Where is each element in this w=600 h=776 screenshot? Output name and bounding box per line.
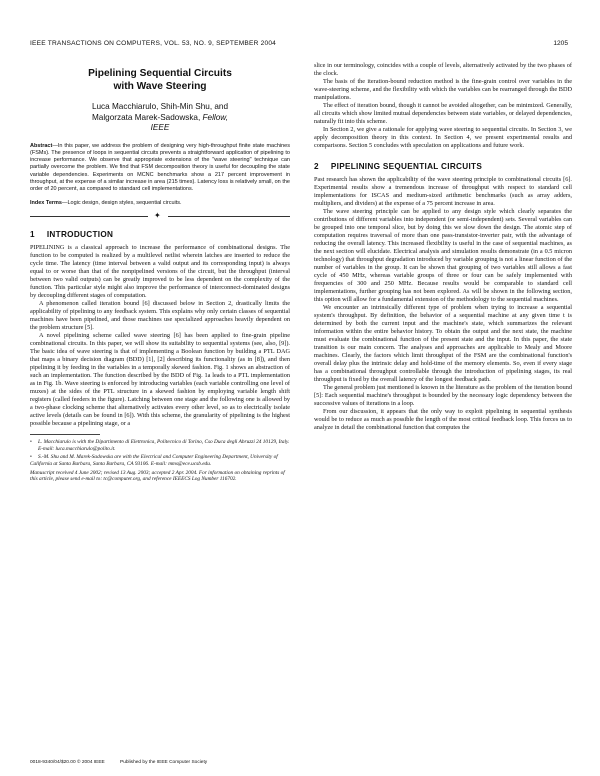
footnote-1-email: E-mail: luca.macchiarulo@polito.it. — [38, 445, 116, 452]
title-line-1: Pipelining Sequential Circuits — [88, 68, 232, 79]
page-number: 1205 — [553, 40, 568, 47]
footnote-1 — [30, 439, 290, 452]
abstract — [30, 143, 290, 194]
manuscript-note: Manuscript received 4 June 2002; revised 13 Aug. 2003; accepted 2 Apr. 2004. For information on obtaining reprints of this article, please send e-mail to: tc@computer.org, and reference IEEECS Log Number 116702. — [30, 469, 285, 483]
footnote-rule — [30, 434, 100, 435]
running-header: IEEE TRANSACTIONS ON COMPUTERS, VOL. 53, NO. 9, SEPTEMBER 2004 — [30, 40, 277, 47]
copyright-line: 0018-9340/04/$20.00 © 2004 IEEE — [30, 760, 105, 765]
publisher-line: Published by the IEEE Computer Society — [120, 760, 208, 765]
right-paragraph-2: The basis of the iteration-bound reduction method is the fine-grain control over variables in the wave-steering scheme, and the flexibility with which the variables can be rearranged through the BDD manipulations. — [314, 78, 572, 101]
footnote-bullet-icon: • — [30, 438, 32, 445]
authors-line-1: Luca Macchiarulo, Shih-Min Shu, and — [91, 102, 229, 111]
authors-line-3 — [30, 123, 290, 134]
intro-p1-text: is a classical approach to increase the performance of combinational designs. The function to be computed is realized by a multilevel netlist wherein latches are inserted to reduce the cycle time. The latency (time interval between a valid output and its corresponding input) is always equal to or worse than that of the nonpipelined versions of the circuit, but the throughput (interval between two valid outputs) can be greatly improved to be less dependent on the complexity of the function. This particular style might also improve the performance of interconnect-dominated designs by decoupling different stages of computation. — [30, 243, 290, 299]
abstract-label: Abstract — [30, 142, 53, 149]
right-column — [314, 62, 572, 432]
index-terms-label: Index Terms — [30, 199, 62, 206]
right-paragraph-1: slice in our terminology, coincides with a couple of levels, alternatively activated by the two phases of the clock. — [314, 62, 572, 77]
index-terms-text: —Logic design, design styles, sequential circuits. — [62, 199, 182, 206]
section-2-paragraph-4: The general problem just mentioned is known in the literature as the problem of the iteration bound [5]: Each sequential machine's throughput is bounded by the necessary logic dependency between the successive values of iterations in a loop. — [314, 384, 572, 407]
section-2-paragraph-2: The wave steering principle can be applied to any design style which clearly separates the contributions of different variables into independent (or semi-independent) sets. Several variables can be grouped into one temporal slice, but by doing this we slow down the design. The atomic step of computation requires traversal of more than one pass-transistor-inverter pair, with the advantage of reducing the overall latency. This increased flexibility is useful in the case of sequential machines, as the next section will elucidate. Electrical analysis and simulation results demonstrate (in a 0.5 micron technology) that throughput degradation introduced by variable grouping is not a linear function of the number of variables in the group. It can be shown that grouping of two variables still allows a fast cycle of 450 MHz, whereas variable groups of three or four can be safely implemented with frequencies of 300 and 250 MHz. Because results would be comparable to standard cell implementations, further grouping has not been explored. As will be shown in the following section, this option will allow for a fundamental extension of the methodology to the sequential machines. — [314, 208, 572, 303]
authors-line-2 — [30, 113, 290, 124]
footnote-2 — [30, 454, 290, 467]
section-1-number: 1 — [30, 229, 35, 239]
section-1-title: INTRODUCTION — [46, 229, 114, 239]
abstract-text: —In this paper, we address the problem of designing very high-throughput finite state machines (FSMs). The presence of loops in sequential circuits prevents a straightforward application of pipelining to increase performance. We observe that appropriate extensions of the "wave steering" technique can partially overcome the problem. We find that FSM decomposition theory is useful for decoupling the state variable dependencies. Experiments on MCNC benchmarks show a 217 percent improvement in throughput, at the expense of a similar increase in area (215 times). Latency loss is relatively small, on the order of 20 percent, as compared to standard cell implementations. — [30, 142, 290, 193]
index-terms — [30, 200, 290, 207]
section-2-number: 2 — [314, 162, 319, 171]
divider-line-right — [168, 216, 290, 217]
right-paragraph-3: The effect of iteration bound, though it cannot be avoided altogether, can be minimized. Generally, all circuits which show limited mutual dependencies between state variables, or delayed dependencies, naturally fit into this scheme. — [314, 102, 572, 125]
footnote-2-text: S.-M. Shu and M. Marek-Sadowska are with the Electrical and Computer Engineering Department, University of California at Santa Barbara, Santa Barbara, CA 93106. E-mail: mms@ece.ucsb.edu. — [30, 454, 278, 467]
section-2-paragraph-5: From our discussion, it appears that the only way to exploit pipelining in sequential synthesis would be to reduce as much as possible the length of the most critical feedback loop. This forces us to analyze in detail the combinational function that computes the — [314, 408, 572, 431]
intro-paragraph-2: A phenomenon called iteration bound [6] discussed below in Section 2, drastically limits the applicability of pipelining to any feedback system. This explains why only certain classes of sequential machines have been pipelined, and those machines use specialized approaches heavily dependent on the problem structure [5]. — [30, 299, 290, 331]
divider-line-left — [30, 216, 148, 217]
author-block — [30, 102, 290, 134]
footnote-1-text: L. Macchiarulo is with the Dipartimento di Elettronica, Politecnico di Torino, Cso Duca degli Abruzzi 24 10129, Italy. — [38, 438, 290, 445]
title-line-2: with Wave Steering — [113, 80, 207, 92]
divider-diamond-icon: ✦ — [154, 210, 161, 220]
authors-ieee: IEEE — [150, 123, 170, 132]
intro-paragraph-1 — [30, 244, 290, 300]
intro-lead-word: PIPELINING — [30, 243, 65, 251]
section-2-title: PIPELINING SEQUENTIAL CIRCUITS — [330, 162, 483, 171]
left-column — [30, 62, 290, 483]
section-2-paragraph-1: Past research has shown the applicability of the wave steering principle to combinational circuits [6]. Experimental results show a tremendous increase of throughput with respect to standard cell implementations for ISCAS and medium-sized arithmetic benchmarks (such as array adders, multipliers, and dividers) at the expense of a 75 percent increase in area. — [314, 176, 572, 207]
section-2-paragraph-3: We encounter an intrinsically different type of problem when trying to increase a sequential system's throughput. By definition, the behavior of a sequential machine at any given time t is determined by both the current input and the machine's state, which summarizes the relevant information within the entire behavior history. To obtain the output and the next state, the machine must evaluate the combinational function of the present state and the input. In this paper, the state transition is our main concern. The analyses and approaches are applicable to Mealy and Moore machines. Clearly, the factors which limit throughput of the FSM are the combinational function's overall delay plus the intrinsic delay and hold-time of the memory elements. So, even if every stage has a combinational throughput controllable through the introduction of pipelining stages, its real throughput is fixed by the overall latency of the longest feedback path. — [314, 304, 572, 383]
intro-paragraph-3: A novel pipelining scheme called wave steering [6] has been applied to fine-grain pipeline combinational circuits. In this paper, we will show its suitability to sequential systems (see, also, [9]). The basic idea of wave steering is that of implementing a Boolean function by building a PTL DAG that maps a binary decision diagram (BDD) [1], [2] describing its functionality (as in [8]), and then pipelining it by feeding in the variables in a temporally skewed fashion. Fig. 1 shows an abstraction of such an implementation. The function described by the BDD of Fig. 1a leads to a PTL implementation as in Fig. 1b. Wave steering is enforced by introducing variables (each variable controlling one level of muxes) at the sides of the PTL structure in a skewed fashion by employing variable length shift registers (called feeders in the figure). Latching between one stage and the following one is allowed by a two-phase clocking scheme that alternatively activates every other level, so as to electrically isolate active levels (details can be found in [6]). With this scheme, the granularity of pipelining is the highest possible because a pipelining stage, or a — [30, 331, 290, 427]
right-paragraph-4: In Section 2, we give a rationale for applying wave steering to sequential circuits. In Section 3, we apply decomposition theory in this context. In Section 4, we present experimental results and comparisons. Section 5 concludes with speculation on applications and future work. — [314, 126, 572, 149]
section-1-heading — [30, 230, 290, 239]
paper-title — [30, 68, 290, 93]
footnote-bullet-icon: • — [30, 454, 32, 461]
authors-name-3: Malgorzata Marek-Sadowska, — [91, 112, 201, 122]
section-divider — [30, 211, 290, 221]
section-2-heading — [314, 162, 572, 171]
authors-fellow: Fellow, — [202, 112, 229, 122]
